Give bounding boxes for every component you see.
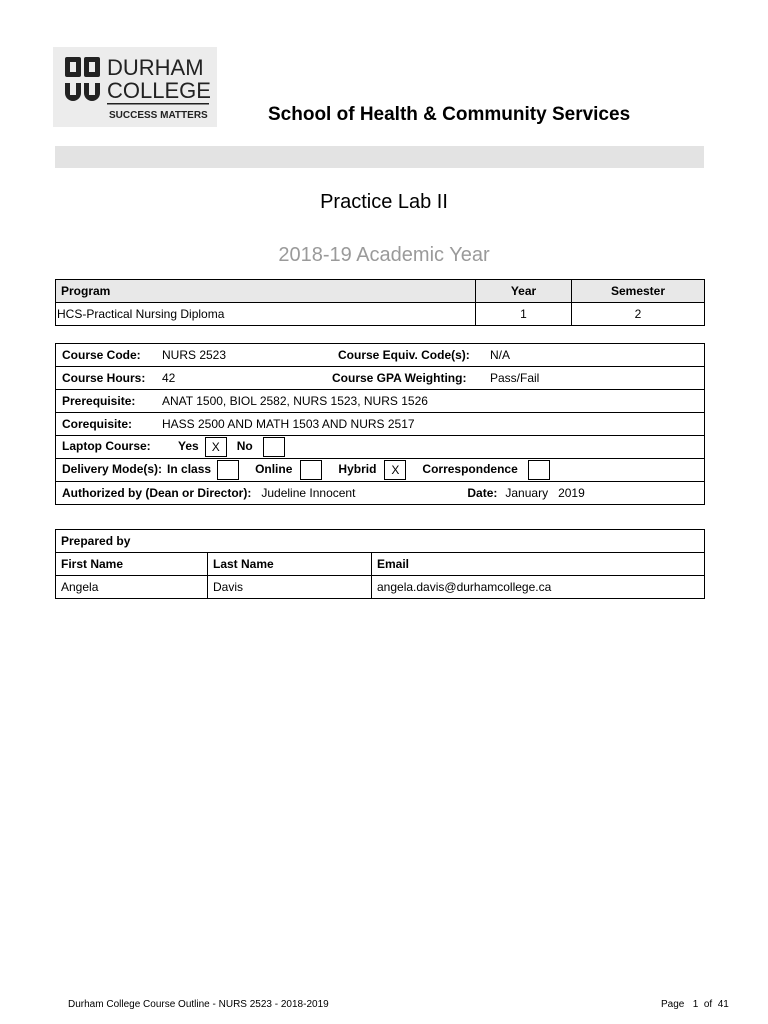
laptop-yes-label: Yes [178, 439, 199, 454]
academic-year: 2018-19 Academic Year [278, 244, 490, 266]
first-name-value: Angela [56, 576, 208, 599]
hybrid-checkbox[interactable]: X [384, 460, 406, 480]
hybrid-label: Hybrid [338, 462, 377, 477]
date-month: January [505, 486, 549, 500]
course-hours-value: 42 [162, 371, 176, 385]
last-name-header: Last Name [208, 553, 372, 576]
course-info-table [55, 343, 705, 505]
page-total: 41 [717, 999, 729, 1010]
laptop-yes-checkbox[interactable]: X [205, 437, 227, 457]
course-equiv-label: Course Equiv. Code(s): [338, 348, 470, 362]
logo-line2: COLLEGE [107, 78, 211, 103]
school-name: School of Health & Community Services [268, 104, 631, 125]
course-gpa-value: Pass/Fail [490, 371, 540, 385]
correspondence-checkbox[interactable] [528, 460, 550, 480]
email-header: Email [372, 553, 705, 576]
online-label: Online [255, 462, 293, 477]
course-hours-row [56, 367, 705, 390]
course-hours-label: Course Hours: [62, 371, 146, 385]
prepared-by-table [55, 529, 705, 599]
course-title: Practice Lab II [320, 191, 448, 213]
page-current: 1 [692, 999, 699, 1010]
course-gpa-label: Course GPA Weighting: [332, 371, 467, 385]
program-header: Program [56, 280, 476, 303]
durham-college-logo [53, 47, 217, 127]
program-value: HCS-Practical Nursing Diploma [56, 303, 476, 326]
first-name-header: First Name [56, 553, 208, 576]
course-code-value: NURS 2523 [162, 348, 227, 362]
laptop-course-row [56, 436, 705, 459]
prerequisite-value: ANAT 1500, BIOL 2582, NURS 1523, NURS 1526 [162, 394, 428, 408]
corequisite-row [56, 413, 705, 436]
logo-tagline: SUCCESS MATTERS [109, 110, 208, 121]
inclass-checkbox[interactable] [217, 460, 239, 480]
course-code-row [56, 344, 705, 367]
email-value[interactable]: angela.davis@durhamcollege.ca [372, 576, 705, 599]
year-header: Year [476, 280, 572, 303]
last-name-value: Davis [208, 576, 372, 599]
footer-document-title: Durham College Course Outline - NURS 2523 - 2018-2019 [68, 999, 329, 1010]
prepared-by-title: Prepared by [56, 530, 705, 553]
authorized-label: Authorized by (Dean or Director): [62, 486, 252, 500]
correspondence-label: Correspondence [422, 462, 518, 477]
laptop-no-checkbox[interactable] [263, 437, 285, 457]
page-of-label: of [703, 999, 713, 1010]
logo-line1: DURHAM [107, 55, 204, 80]
semester-value: 2 [572, 303, 705, 326]
authorized-value: Judeline Innocent [261, 486, 356, 500]
year-value: 1 [476, 303, 572, 326]
course-code-label: Course Code: [62, 348, 141, 362]
delivery-mode-label: Delivery Mode(s): [62, 462, 163, 477]
inclass-label: In class [167, 462, 212, 477]
semester-header: Semester [572, 280, 705, 303]
corequisite-value: HASS 2500 AND MATH 1503 AND NURS 2517 [162, 417, 415, 431]
header-divider-bar [55, 146, 704, 168]
prerequisite-label: Prerequisite: [62, 394, 136, 408]
footer-page-number [661, 999, 729, 1010]
prerequisite-row [56, 390, 705, 413]
online-checkbox[interactable] [300, 460, 322, 480]
laptop-no-label: No [236, 439, 253, 454]
page-label: Page [661, 999, 685, 1010]
course-equiv-value: N/A [490, 348, 511, 362]
authorized-row [56, 482, 705, 505]
program-table [55, 279, 705, 326]
laptop-course-label: Laptop Course: [62, 439, 151, 454]
corequisite-label: Corequisite: [62, 417, 133, 431]
date-label: Date: [467, 486, 498, 500]
date-year: 2019 [558, 486, 585, 500]
delivery-mode-row [56, 459, 705, 482]
